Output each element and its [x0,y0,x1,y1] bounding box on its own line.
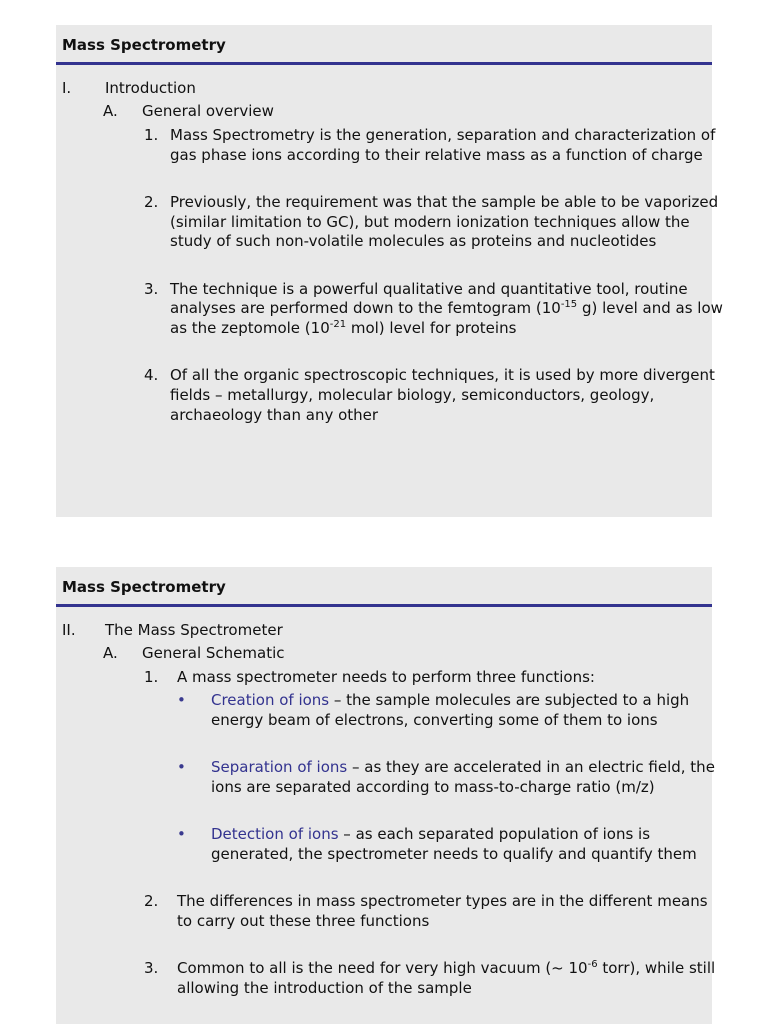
slide-title: Mass Spectrometry [62,36,226,54]
bullet-text: Creation of ions – the sample molecules are subjected to a high [211,691,690,709]
bullet-text: Detection of ions – as each separated population of ions is [211,825,651,843]
list-item-text: gas phase ions according to their relative mass as a function of charge [170,146,703,164]
list-number: 3. [144,959,159,977]
bullet-term: Creation of ions [211,691,330,709]
list-item-text: study of such non-volatile molecules as proteins and nucleotides [170,232,657,250]
list-item-text: Mass Spectrometry is the generation, separation and characterization of [170,126,716,144]
subsection-heading: General overview [142,102,274,120]
subsection-letter: A. [103,102,118,120]
list-number: 3. [144,280,159,298]
superscript: -21 [329,319,347,330]
section-numeral: I. [62,79,72,97]
list-item-text: (similar limitation to GC), but modern ionization techniques allow the [170,213,690,231]
bullet-icon: • [177,758,186,776]
superscript: -15 [560,299,578,310]
list-item-text: archaeology than any other [170,406,379,424]
section-numeral: II. [62,621,76,639]
list-number: 4. [144,366,159,384]
list-item-text: Common to all is the need for very high vacuum (~ $10^{-6}$ torr), while still [177,959,716,977]
slide-title: Mass Spectrometry [62,578,226,596]
list-number: 2. [144,193,159,211]
section-heading: Introduction [105,79,196,97]
list-item-text: as the zeptomole ($10^{-21}$ mol) level for proteins [170,319,517,337]
title-divider [56,604,712,607]
bullet-text: generated, the spectrometer needs to qualify and quantify them [211,845,697,863]
slide-introduction [56,25,723,517]
list-item-text: Previously, the requirement was that the sample be able to be vaporized [170,193,719,211]
bullet-term: Detection of ions [211,825,339,843]
list-number: 1. [144,668,159,686]
list-item-text: The technique is a powerful qualitative and quantitative tool, routine [170,280,688,298]
superscript: -6 [587,959,598,970]
bullet-term: Separation of ions [211,758,348,776]
subsection-letter: A. [103,644,118,662]
list-number: 2. [144,892,159,910]
bullet-text: ions are separated according to mass-to-charge ratio (m/z) [211,778,655,796]
list-item-text: Of all the organic spectroscopic techniques, it is used by more divergent [170,366,715,384]
bullet-text: energy beam of electrons, converting some of them to ions [211,711,658,729]
title-divider [56,62,712,65]
list-item-text: analyses are performed down to the femtogram ($10^{-15}$ g) level and as low [170,299,723,317]
section-heading: The Mass Spectrometer [105,621,283,639]
slide-mass-spectrometer [56,567,716,1024]
list-item-text: to carry out these three functions [177,912,430,930]
list-item-text: fields – metallurgy, molecular biology, semiconductors, geology, [170,386,655,404]
list-number: 1. [144,126,159,144]
list-item-text: allowing the introduction of the sample [177,979,472,997]
subsection-heading: General Schematic [142,644,285,662]
bullet-text: Separation of ions – as they are accelerated in an electric field, the [211,758,715,776]
list-item-text: A mass spectrometer needs to perform three functions: [177,668,595,686]
list-item-text: The differences in mass spectrometer types are in the different means [177,892,708,910]
bullet-icon: • [177,825,186,843]
bullet-icon: • [177,691,186,709]
